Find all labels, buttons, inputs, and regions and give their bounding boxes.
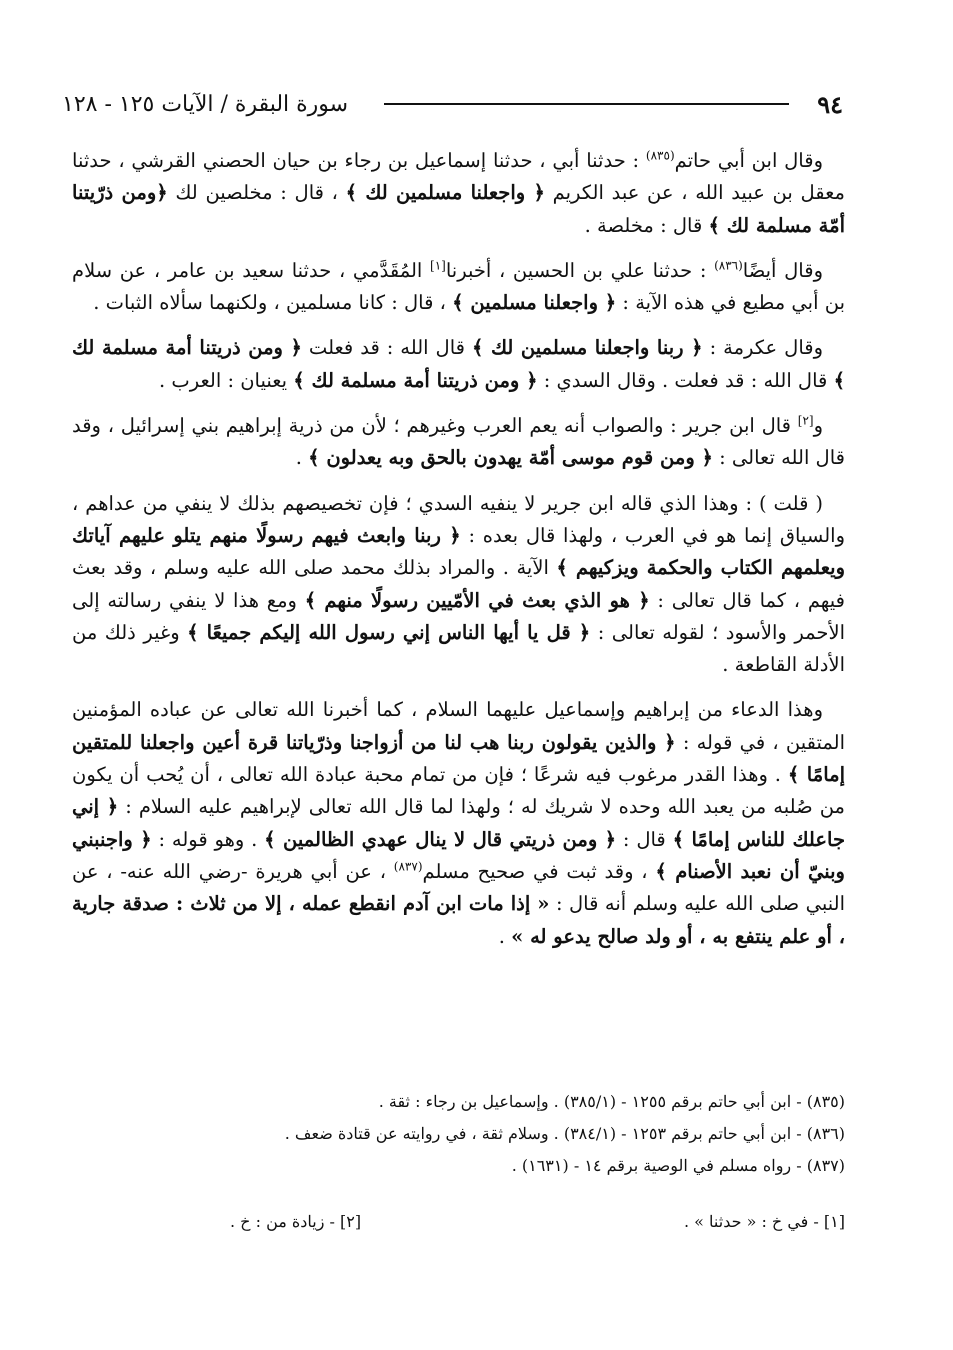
text-run: وقال ابن أبي حاتم <box>674 149 823 172</box>
text-run: الآية . والمراد بذلك محمد صلى الله عليه وسلم ، وقد بعث فيهم ، كما قال تعالى : <box>72 556 845 612</box>
footnotes <box>130 1086 845 1182</box>
footnote-marker: (٨٣٧) <box>393 859 423 874</box>
quotation: ﴿ إني جاعلك للناس إمامًا ﴾ <box>72 795 846 851</box>
text-run: . <box>295 446 309 470</box>
paragraph <box>72 332 845 397</box>
quotation: ﴿ ربنا واجعلنا مسلمين لك ﴾ <box>471 336 703 360</box>
page-header <box>62 86 843 122</box>
quotation: ﴿ ربنا وابعث فيهم رسولًا منهم يتلو عليهم آياتك ويعلمهم الكتاب والحكمة ويزكيهم ﴾ <box>72 523 845 580</box>
text-run: ( قلت ) : وهذا الذي قاله ابن جرير لا ينفيه السدي ؛ فإن تخصيصهم بذلك لا ينفي من عداهم ، والسياق إنما هو في العرب ، ولهذا قال بعده : <box>72 491 845 547</box>
text-run: يعنيان : العرب . <box>158 368 294 392</box>
quotation: ﴿ واجعلنا مسلمين ﴾ <box>452 291 617 315</box>
footnote: (٨٣٧) - رواه مسلم في الوصية برقم ١٤ - (١٦٣١) . <box>511 1156 845 1175</box>
text-run: : حدثنا أبي ، حدثنا إسماعيل بن رجاء بن حيان الحصني القرشي ، حدثنا معقل بن عبيد الله ، عن عبد الكريم <box>72 149 845 205</box>
header-rule <box>384 103 789 105</box>
quotation: ﴿ هو الذي بعث في الأمّيين رسولًا منهم ﴾ <box>304 588 650 612</box>
text-run: . وهو قوله : <box>151 827 265 851</box>
text-run: المُقَدَّمي ، حدثنا سعيد بن عامر ، عن سلام بن أبي مطيع في هذه الآية : <box>72 258 845 315</box>
text-run: قال الله : قد فعلت <box>301 336 472 360</box>
quotation: ﴿ والذين يقولون ربنا هب لنا من أزواجنا وذرّياتنا قرة أعين واجعلنا للمتقين إمامًا ﴾ <box>72 730 845 787</box>
body-text <box>72 145 845 966</box>
text-run: ومع هذا لا ينفي رسالته إلى الأحمر والأسود ؛ لقوله تعالى : <box>72 588 845 644</box>
critical-apparatus <box>230 1212 845 1231</box>
text-run: وقال أيضًا <box>742 258 823 282</box>
quotation: ﴿ ومن ذريتي قال لا ينال عهدي الظالمين ﴾ <box>264 827 617 851</box>
page-number: ٩٤ <box>817 89 843 119</box>
paragraph <box>72 255 845 320</box>
text-run: . وهذا القدر مرغوب فيه شرعًا ؛ فإن من تمام محبة عبادة الله تعالى ، أن يُحب أن يكون من صُلبه من يعبد الله وحده لا شريك له ؛ ولهذا لما قال الله تعالى لإبراهيم عليه السلام : <box>72 763 845 819</box>
text-run: وغير ذلك من الأدلة القاطعة . <box>72 620 845 677</box>
paragraph <box>72 145 845 242</box>
quotation: ﴿ومن ذرّيتنا أمّة مسلمة لك ﴾ <box>72 181 845 237</box>
paragraph <box>72 694 845 952</box>
footnote-marker: (٨٣٥) <box>645 148 675 163</box>
text-run: و <box>813 414 823 438</box>
text-run: ، عن أبي هريرة -رضي الله عنه- ، عن النبي صلى الله عليه وسلم أنه قال : <box>72 859 845 916</box>
text-run: قال : مخلصة . <box>584 213 709 237</box>
quotation: ﴿ ومن قوم موسى أمّة يهدون بالحق وبه يعدلون ﴾ <box>308 446 713 470</box>
apparatus-note: [٢] - زيادة من : خ . <box>230 1212 362 1231</box>
footnote: (٨٣٥) - ابن أبي حاتم برقم ١٢٥٥ - (٣٨٥/١) . وإسماعيل بن رجاء : ثقة . <box>378 1092 845 1111</box>
text-run: . <box>498 924 512 948</box>
footnote-marker: [١] <box>430 258 446 273</box>
text-run: ، وقد ثبت في صحيح مسلم <box>422 859 656 883</box>
text-run: ، قال : كانا مسلمين ، ولكنهما سألاه الثبات . <box>93 291 453 315</box>
footnote: (٨٣٦) - ابن أبي حاتم برقم ١٢٥٣ - (٣٨٤/١) . وسلام ثقة ، في روايته عن قتادة ضعف . <box>284 1124 845 1143</box>
quotation: ﴿ واجنبني وبنيّ أن نعبد الأصنام ﴾ <box>72 827 845 883</box>
quotation: ﴿ قل يا أيها الناس إني رسول الله إليكم جميعًا ﴾ <box>187 620 591 644</box>
text-run: قال ابن جرير : والصواب أنه يعم العرب وغيرهم ؛ لأن من ذرية إبراهيم بني إسرائيل ، وقد قال الله تعالى : <box>72 414 845 470</box>
text-run: وقال عكرمة : <box>702 336 824 360</box>
quotation: « إذا مات ابن آدم انقطع عمله ، إلا من ثلاث : صدقة جارية ، أو علم ينتفع به ، أو ولد صالح يدعو له » <box>72 892 845 948</box>
footnote-marker: [٢] <box>797 413 814 428</box>
text-run: : حدثنا علي بن الحسين ، أخبرنا <box>445 258 715 282</box>
paragraph <box>72 488 845 682</box>
running-title: سورة البقرة / الآيات ١٢٥ - ١٢٨ <box>62 91 349 117</box>
text-run: قال : <box>616 827 673 851</box>
paragraph <box>72 410 845 475</box>
apparatus-note: [١] - في خ : « حدثنا » . <box>684 1212 845 1231</box>
text-run: ، قال : مخلصين لك <box>167 181 346 205</box>
text-run: وهذا الدعاء من إبراهيم وإسماعيل عليهما السلام ، كما أخبرنا الله تعالى عن عباده المؤمنين المتقين ، في قوله : <box>72 698 845 754</box>
footnote-marker: (٨٣٦) <box>714 258 743 273</box>
quotation: ﴿ واجعلنا مسلمين لك ﴾ <box>345 181 545 205</box>
quotation: ﴿ ومن ذريتنا أمة مسلمة لك ﴾ <box>293 368 538 392</box>
text-run: قال الله : قد فعلت . وقال السدي : <box>537 368 834 392</box>
quotation: ﴿ ومن ذريتنا أمة مسلمة لك ﴾ <box>72 336 845 392</box>
